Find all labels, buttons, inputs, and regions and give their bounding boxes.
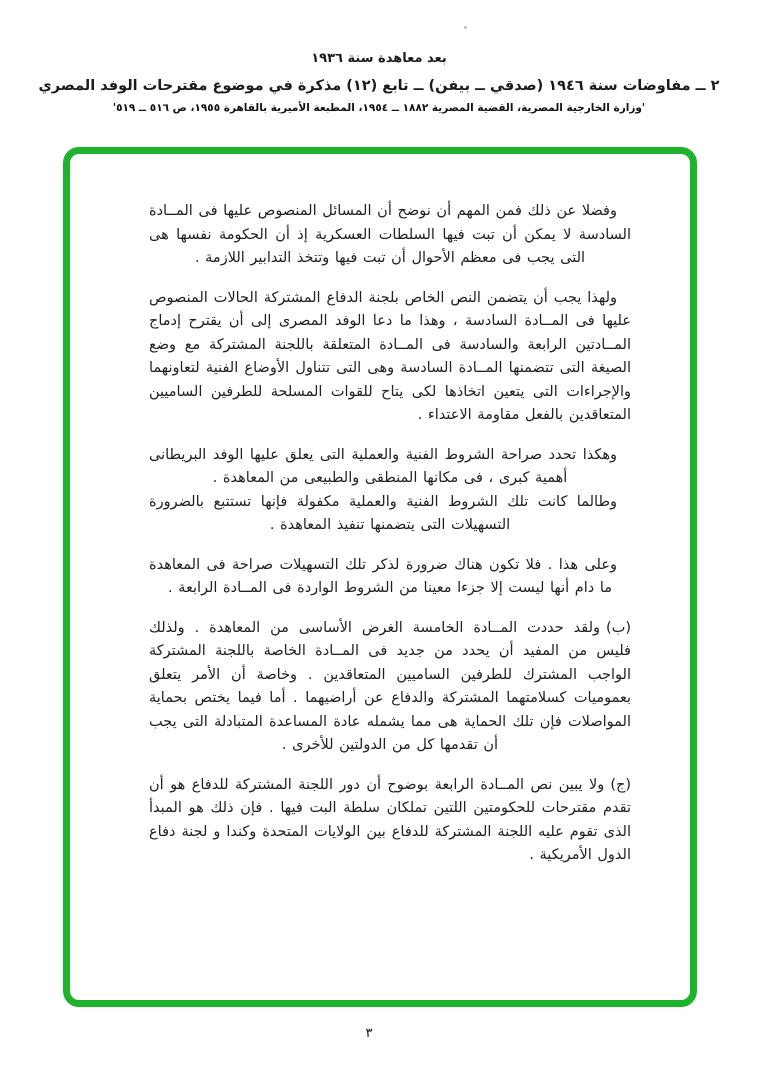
header-source-citation: 'وزارة الخارجية المصرية، القضية المصرية ١٨٨٢ ــ ١٩٥٤، المطبعة الأميرية بالقاهرة ١٩٥٥، ص ٥١٦ ــ ٥١٩' [112, 102, 646, 114]
paragraph-2: ولهذا يجب أن يتضمن النص الخاص بلجنة الدفاع المشتركة الحالات المنصوص عليها فى المــادة السادسة ، وهذا ما دعا الوفد المصرى إلى أن يقترح إدماج المــادتين الرابعة والسادسة فى المــادة المتعلقة باللجنة المشتركة مع وضع الصيغة التى تتضمنها المــادة السادسة وهى التى تتناول الأوضاع الفنية لتعاونهما والإجراءات التى يتعين اتخاذها لكى يتاح للقوات المسلحة للطرفين الساميين المتعاقدين بالفعل مقاومة الاعتداء . [149, 289, 631, 423]
paragraph-b-text: ولقد حددت المــادة الخامسة الغرض الأساسى من المعاهدة . ولذلك فليس من المفيد أن يحدد من جديد فى المــادة الخاصة باللجنة المشتركة الواجب المشترك للطرفين الساميين المتعاقدين . وخاصة أن الأمر يتعلق بعموميات كسلامتهما المشتركة والدفاع عن أراضيهما . أما فيما يختص بحماية المواصلات فإن تلك الحماية هى مما يشمله عادة المساعدة المتبادلة التى يجب أن تقدمها كل من الدولتين للأخرى . [149, 619, 631, 753]
page-number: ٣ [365, 1026, 373, 1041]
header-subtitle-line: ٢ ــ مفاوضات سنة ١٩٤٦ (صدقي ــ بيفن) ــ تابع (١٢) مذكرة في موضوع مقترحات الوفد المصري [38, 78, 720, 94]
paragraph-b [149, 617, 631, 758]
document-header [0, 50, 758, 116]
highlight-border-box [63, 147, 697, 1007]
paragraph-j-marker: (ج) [610, 776, 631, 793]
header-title-line: بعد معاهدة سنة ١٩٣٦ [311, 51, 447, 66]
paragraph-b-marker: (ب) [606, 619, 631, 636]
paragraph-5: وعلى هذا . فلا تكون هناك ضرورة لذكر تلك التسهيلات صراحة فى المعاهدة ما دام أنها ليست إلا جزءا معينا من الشروط الواردة فى المــادة الرابعة . [149, 556, 617, 596]
paragraph-j-text: ولا يبين نص المــادة الرابعة بوضوح أن دور اللجنة المشتركة للدفاع هو أن تقدم مقترحات للحكومتين اللتين تملكان سلطة البت فيها . فإن ذلك هو المبدأ الذى تقوم عليه اللجنة المشتركة للدفاع بين الولايات المتحدة وكندا و لجنة دفاع الدول الأمريكية . [149, 776, 631, 863]
paragraph-3: وهكذا تحدد صراحة الشروط الفنية والعملية التى يعلق عليها الوفد البريطانى أهمية كبرى ، فى مكانها المنطقى والطبيعى من المعاهدة . [149, 446, 617, 486]
paragraph-j [149, 774, 631, 868]
document-body [149, 200, 631, 884]
paragraph-1: وفضلا عن ذلك فمن المهم أن نوضح أن المسائل المنصوص عليها فى المــادة السادسة لا يمكن أن تبت فيها السلطات العسكرية إذ أن الحكومة نفسها هى التى يجب فى معظم الأحوال أن تبت فيها وتتخذ التدابير اللازمة . [149, 203, 631, 266]
paragraph-4: وطالما كانت تلك الشروط الفنية والعملية مكفولة فإنها تستتبع بالضرورة التسهيلات التى يتضمنها تنفيذ المعاهدة . [149, 493, 617, 533]
scan-speck-dot [464, 26, 467, 29]
